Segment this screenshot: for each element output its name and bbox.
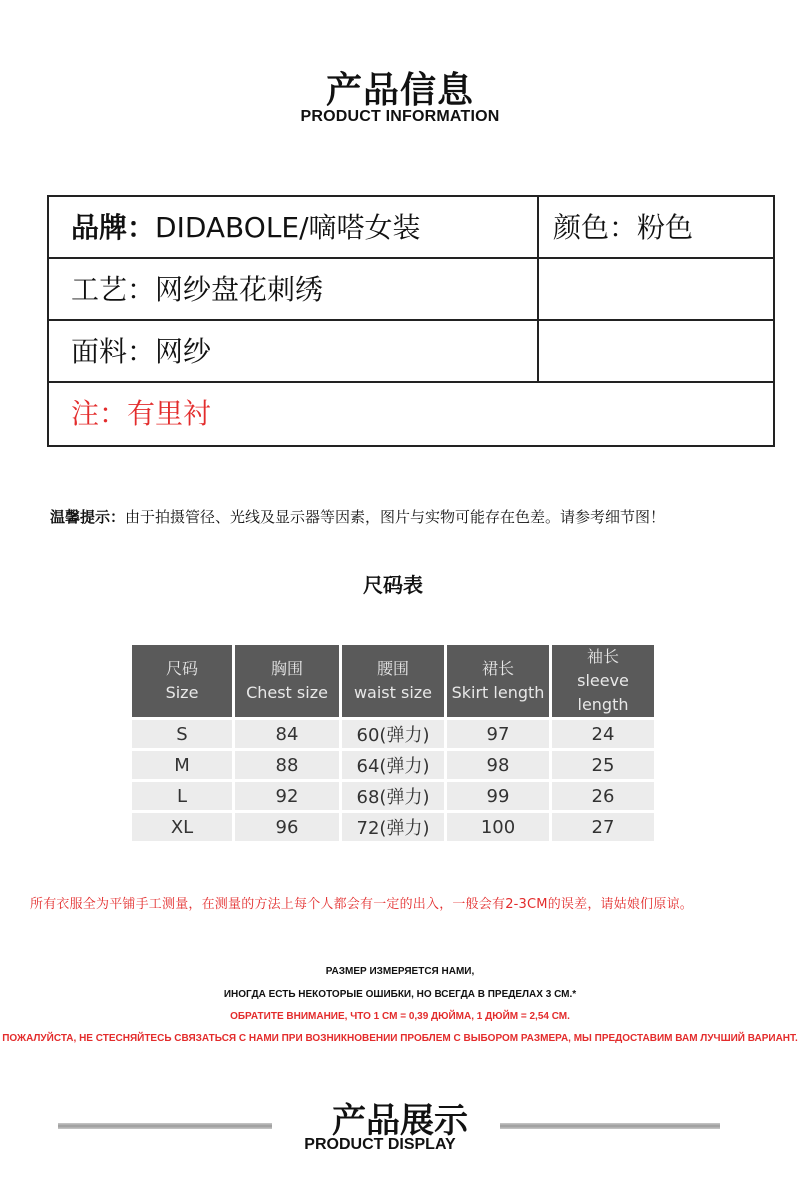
russian-note-line-1: РАЗМЕР ИЗМЕРЯЕТСЯ НАМИ, [325, 966, 475, 977]
color-difference-tip [50, 506, 665, 527]
craft-label: 工艺： [71, 273, 156, 306]
table-cell: 96 [235, 813, 339, 841]
table-cell: S [132, 720, 232, 748]
fabric-value: 网纱 [155, 335, 212, 368]
size-chart-table [129, 642, 657, 844]
header-waist: 腰围 waist size [342, 645, 444, 717]
table-cell: 68(弹力) [342, 782, 444, 810]
table-cell: 88 [235, 751, 339, 779]
header-sleeve-length: 袖长 sleeve length [552, 645, 654, 717]
craft-value: 网纱盘花刺绣 [155, 273, 324, 306]
table-cell: 26 [552, 782, 654, 810]
table-cell: 60(弹力) [342, 720, 444, 748]
craft-cell [71, 259, 323, 319]
tip-text: 由于拍摄管径、光线及显示器等因素，图片与实物可能存在色差。请参考细节图！ [125, 508, 666, 526]
table-cell: 84 [235, 720, 339, 748]
info-row-craft [49, 259, 773, 321]
table-row [132, 720, 654, 748]
section-subtitle-product-display: PRODUCT DISPLAY [304, 1136, 456, 1153]
product-info-table [47, 195, 775, 447]
header-chest: 胸围 Chest size [235, 645, 339, 717]
brand-cell [71, 197, 421, 257]
lining-note: 注：有里衬 [71, 397, 212, 430]
table-cell: 25 [552, 751, 654, 779]
russian-note-line-3: ОБРАТИТЕ ВНИМАНИЕ, ЧТО 1 СМ = 0,39 ДЮЙМА, 1 ДЮЙМ = 2,54 СМ. [230, 1011, 570, 1022]
table-row [132, 751, 654, 779]
table-cell: M [132, 751, 232, 779]
table-cell: 92 [235, 782, 339, 810]
table-cell: 100 [447, 813, 549, 841]
brand-value: DIDABOLE/嘀嗒女装 [155, 211, 421, 244]
fabric-label: 面料： [71, 335, 156, 368]
fabric-cell [71, 321, 211, 381]
table-cell: 99 [447, 782, 549, 810]
russian-note-line-4: ПОЖАЛУЙСТА, НЕ СТЕСНЯЙТЕСЬ СВЯЗАТЬСЯ С НАМИ ПРИ ВОЗНИКНОВЕНИИ ПРОБЛЕМ С ВЫБОРОМ РАЗМЕРА, МЫ ПРЕДОСТАВИМ ВАМ ЛУЧШИЙ ВАРИАНТ. [2, 1033, 798, 1044]
table-cell: 24 [552, 720, 654, 748]
header-skirt-length: 裙长 Skirt length [447, 645, 549, 717]
table-cell: 97 [447, 720, 549, 748]
section-title-product-info: 产品信息 [325, 70, 474, 111]
size-chart-title: 尺码表 [363, 573, 423, 597]
info-table-divider [537, 197, 539, 383]
table-row [132, 813, 654, 841]
info-row-fabric [49, 321, 773, 383]
table-cell: L [132, 782, 232, 810]
brand-label: 品牌： [71, 211, 156, 244]
measurement-error-note: 所有衣服全为平铺手工测量，在测量的方法上每个人都会有一定的出入，一般会有2-3CM的误差，请姑娘们原谅。 [30, 897, 693, 912]
table-cell: 72(弹力) [342, 813, 444, 841]
table-cell: 64(弹力) [342, 751, 444, 779]
header-size: 尺码 Size [132, 645, 232, 717]
table-cell: XL [132, 813, 232, 841]
tip-label: 温馨提示： [50, 508, 126, 526]
info-row-note [49, 383, 773, 445]
table-cell: 98 [447, 751, 549, 779]
russian-note-line-2: ИНОГДА ЕСТЬ НЕКОТОРЫЕ ОШИБКИ, НО ВСЕГДА В ПРЕДЕЛАХ 3 СМ.* [223, 989, 577, 1000]
section-title-product-display: 产品展示 [332, 1101, 468, 1141]
section-subtitle-product-info: PRODUCT INFORMATION [300, 108, 500, 125]
table-cell: 27 [552, 813, 654, 841]
info-row-brand [49, 197, 773, 259]
color-cell [553, 197, 693, 257]
size-chart-header-row [132, 645, 654, 717]
color-label: 颜色： [553, 211, 638, 244]
color-value: 粉色 [637, 211, 694, 244]
table-row [132, 782, 654, 810]
